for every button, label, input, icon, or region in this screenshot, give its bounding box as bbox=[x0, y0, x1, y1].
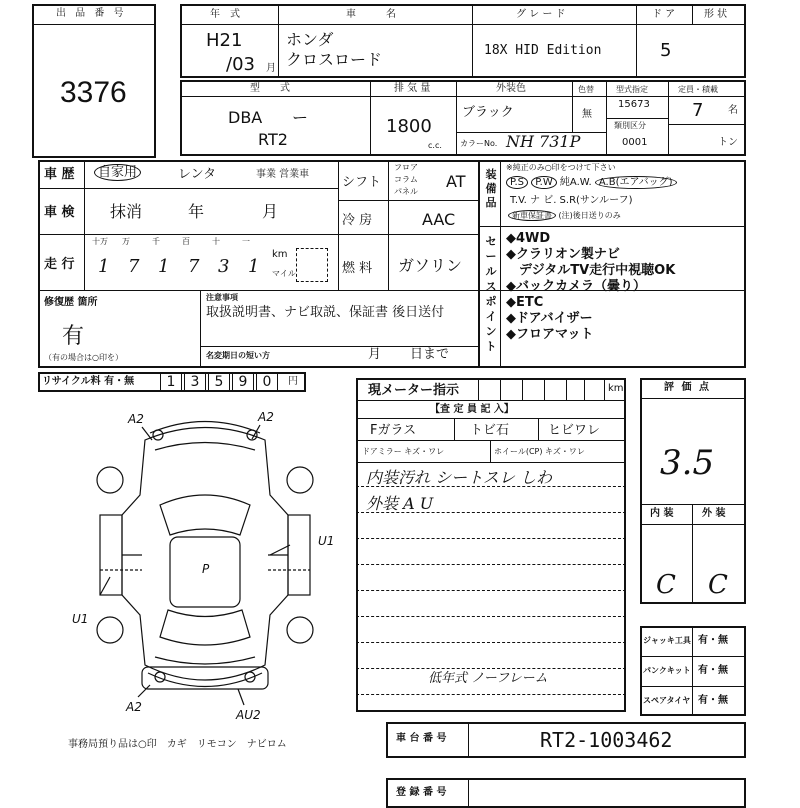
misc-sep bbox=[490, 440, 491, 462]
accessory-spare-value: 有・無 bbox=[698, 695, 728, 706]
interior-label: 内 装 bbox=[650, 508, 674, 519]
mileage-digit: 7 bbox=[128, 256, 140, 277]
history-option-private bbox=[94, 166, 141, 179]
grade-label: グ レ ー ド bbox=[516, 9, 566, 20]
left-side-panel bbox=[100, 515, 122, 595]
name-change-label: 名変期日の短い方 bbox=[206, 351, 270, 360]
spec-sep-2 bbox=[456, 80, 457, 156]
aircon-value: AAC bbox=[422, 210, 456, 229]
recycle-label: リサイクル料 有・無 bbox=[42, 376, 135, 387]
inspector-line bbox=[356, 418, 626, 419]
mileage-digit: 1 bbox=[248, 256, 260, 277]
mileage-unit: 十 bbox=[212, 237, 220, 246]
notes-rule bbox=[356, 564, 626, 565]
score-label-line bbox=[640, 398, 746, 399]
history-option-rental: レンタ bbox=[178, 167, 217, 182]
cc-unit: c.c. bbox=[428, 141, 442, 150]
score-sub-line-2 bbox=[640, 524, 746, 525]
sales-left-sep bbox=[478, 226, 480, 368]
wheel-rear-left bbox=[97, 617, 123, 643]
rear-window bbox=[160, 610, 250, 645]
mileage-digit: 3 bbox=[218, 256, 230, 277]
displacement-label: 排 気 量 bbox=[394, 83, 431, 94]
notes-rule bbox=[356, 590, 626, 591]
capacity-unit: 名 bbox=[728, 105, 738, 116]
spec-sep-1 bbox=[370, 80, 371, 156]
model-designation-value: 15673 bbox=[618, 99, 650, 110]
spec-label-line bbox=[180, 96, 746, 97]
meter-cell bbox=[566, 378, 567, 400]
accessory-line bbox=[640, 656, 746, 657]
recycle-digit: 0 bbox=[256, 372, 278, 392]
notes-rule bbox=[356, 616, 626, 617]
car-body-outline bbox=[122, 428, 288, 681]
equip-ab: A.B(エアバッグ) bbox=[595, 176, 677, 189]
category-value: 0001 bbox=[622, 137, 648, 148]
notes-rule bbox=[356, 668, 626, 669]
history-label: 車 歴 bbox=[44, 167, 75, 182]
mileage-mile-box bbox=[296, 248, 328, 282]
type-dash: ー bbox=[292, 108, 309, 127]
meter-cell bbox=[500, 378, 501, 400]
recycle-digit: 5 bbox=[208, 372, 230, 392]
repair-label: 修復歴 箇所 bbox=[44, 297, 98, 308]
accessory-jack-label: ジャッキ工具 bbox=[643, 636, 691, 645]
wheel-label: ホイール(CP) キズ・ワレ bbox=[494, 447, 585, 456]
repair-sep bbox=[200, 290, 201, 368]
grade-value: 18X HID Edition bbox=[484, 43, 602, 58]
chassis-value: RT2-1003462 bbox=[540, 728, 673, 752]
right-side-panel bbox=[288, 515, 310, 595]
header-sep-4 bbox=[692, 4, 693, 24]
sales-point-item: ◆ドアバイザー bbox=[506, 311, 593, 326]
equipment-line-1 bbox=[506, 178, 677, 188]
color-change-value: 無 bbox=[582, 109, 592, 120]
type-prefix: DBA bbox=[228, 108, 263, 127]
meter-unit: km bbox=[608, 383, 624, 394]
recycle-digit: 9 bbox=[232, 372, 254, 392]
damage-arrow bbox=[142, 427, 152, 440]
damage-arrow bbox=[270, 545, 290, 555]
recycle-digit: 1 bbox=[160, 372, 182, 392]
sales-point-item: ◆4WD bbox=[506, 231, 551, 246]
score-value: 3.5 bbox=[660, 443, 715, 483]
type-code: RT2 bbox=[258, 130, 288, 149]
accessory-kit-label: パンクキット bbox=[643, 666, 691, 675]
damage-mark: A2 bbox=[128, 412, 144, 426]
spec-sep-5 bbox=[668, 80, 669, 156]
mileage-unit: 十万 bbox=[92, 237, 108, 246]
sales-point-item: デジタルTV走行中視聴OK bbox=[506, 263, 676, 278]
spec-ton-line bbox=[668, 124, 746, 125]
meter-line bbox=[356, 400, 626, 401]
score-sub-sep bbox=[692, 504, 693, 604]
name-change-day: 日まで bbox=[410, 347, 450, 362]
year-label: 年 式 bbox=[210, 9, 240, 20]
doors-label: ド ア bbox=[652, 9, 676, 20]
shift-column: コラム bbox=[394, 175, 418, 184]
glass-f: Fガラス bbox=[370, 423, 417, 438]
row-line-shift bbox=[338, 200, 478, 201]
spec-mid-line bbox=[606, 118, 668, 119]
header-sep-1 bbox=[278, 4, 279, 78]
maker-name: ホンダ bbox=[286, 30, 334, 49]
damage-arrow bbox=[100, 577, 110, 595]
notes-rule bbox=[356, 694, 626, 695]
inspector-note-exterior: 外装 A U bbox=[366, 494, 434, 513]
label-col-sep bbox=[84, 160, 85, 290]
mileage-label: 走 行 bbox=[44, 257, 75, 272]
spec-sep-3 bbox=[572, 80, 573, 132]
fuel-label: 燃 料 bbox=[342, 261, 373, 276]
inspector-label: 【査 定 員 記 入】 bbox=[430, 404, 514, 415]
chassis-sep bbox=[468, 722, 469, 758]
shift-floor: フロア bbox=[394, 163, 418, 172]
history-option-private-label: 自家用 bbox=[94, 164, 141, 181]
displacement-value: 1800 bbox=[386, 116, 432, 137]
equip-ps: P.S bbox=[506, 176, 528, 189]
color-value: ブラック bbox=[462, 105, 514, 120]
equip-aw: 純A.W. bbox=[559, 177, 592, 188]
trunk-line bbox=[155, 657, 255, 664]
damage-mark: U1 bbox=[318, 534, 335, 548]
shift-value: AT bbox=[446, 172, 466, 191]
registration-sep bbox=[468, 778, 469, 808]
sales-point-item: ◆ETC bbox=[506, 295, 544, 310]
equipment-note: ※純正のみ○印をつけて下さい bbox=[506, 163, 616, 172]
equipment-label: 装備品 bbox=[485, 168, 497, 209]
mileage-unit: 千 bbox=[152, 237, 160, 246]
recycle-digit: 3 bbox=[184, 372, 206, 392]
capacity-value: 7 bbox=[692, 100, 704, 121]
damage-mark: A2 bbox=[126, 700, 142, 714]
equipment-line-3 bbox=[508, 212, 621, 220]
model-designation-label: 型式指定 bbox=[616, 85, 648, 94]
accessory-line bbox=[640, 686, 746, 687]
sales-point-item: ◆バックカメラ（曇り） bbox=[506, 279, 646, 294]
damage-mark: AU2 bbox=[236, 708, 261, 722]
doors-value: 5 bbox=[660, 40, 672, 61]
year-era: H21 bbox=[206, 30, 243, 51]
exterior-color-label: 外装色 bbox=[496, 83, 526, 94]
damage-arrow bbox=[238, 689, 244, 705]
meter-cell bbox=[478, 378, 479, 400]
glass-line bbox=[356, 440, 626, 441]
shift-label: シフト bbox=[342, 175, 382, 190]
mileage-unit: 一 bbox=[242, 237, 250, 246]
wheel-front-right bbox=[287, 467, 313, 493]
color-change-label: 色替 bbox=[578, 85, 594, 94]
caution-label: 注意事項 bbox=[206, 293, 238, 302]
accessory-spare-label: スペアタイヤ bbox=[643, 696, 691, 705]
lot-label: 出 品 番 号 bbox=[56, 8, 127, 19]
inspection-label: 車 検 bbox=[44, 205, 75, 220]
year-month: /03 bbox=[226, 54, 255, 75]
wheel-rear-right bbox=[287, 617, 313, 643]
inspector-note-frame: 低年式 ノーフレーム bbox=[428, 671, 548, 686]
row-line-history bbox=[38, 188, 338, 189]
model-name: クロスロード bbox=[286, 50, 383, 69]
mileage-digit: 7 bbox=[188, 256, 200, 277]
equipment-line-2: T.V. ナ ビ. S.R(サンルーフ) bbox=[510, 195, 633, 206]
damage-mark: A2 bbox=[258, 410, 274, 424]
history-option-business: 事業 営業車 bbox=[256, 169, 310, 180]
capacity-label: 定員・積載 bbox=[678, 85, 718, 94]
score-label: 評 価 点 bbox=[664, 382, 711, 393]
mid-col-sep bbox=[338, 160, 339, 290]
accessory-kit-value: 有・無 bbox=[698, 665, 728, 676]
meter-cell bbox=[544, 378, 545, 400]
equip-pw: P.W bbox=[531, 176, 557, 189]
ton-unit: トン bbox=[718, 137, 738, 148]
repair-value: 有 bbox=[62, 324, 85, 349]
notes-rule bbox=[356, 642, 626, 643]
registration-label: 登 録 番 号 bbox=[396, 787, 447, 798]
type-label: 型 式 bbox=[250, 83, 290, 94]
meter-cell bbox=[604, 378, 605, 400]
sales-point-item: ◆フロアマット bbox=[506, 327, 594, 342]
inspection-year-unit: 年 bbox=[188, 202, 205, 221]
lot-number: 3376 bbox=[60, 76, 127, 109]
inspection-value: 抹消 bbox=[110, 202, 143, 221]
car-condition-diagram bbox=[60, 405, 350, 725]
mileage-grid bbox=[88, 236, 268, 288]
header-label-line bbox=[180, 24, 746, 25]
equip-warranty-note: (注)後日送りのみ bbox=[558, 211, 621, 220]
glass-chip: トビ石 bbox=[470, 423, 510, 438]
glass-sep-1 bbox=[454, 418, 455, 440]
accessory-sep bbox=[692, 626, 693, 716]
caution-text: 取扱説明書、ナビ取説、保証書 後日送付 bbox=[206, 305, 445, 320]
diagram-footnote: 事務局預り品は○印 カギ リモコン ナビロム bbox=[68, 739, 287, 750]
sales-point-item: ◆クラリオン製ナビ bbox=[506, 247, 620, 262]
fuel-value: ガソリン bbox=[398, 256, 463, 275]
maker-label: 車 名 bbox=[346, 9, 396, 20]
color-no-label: カラーNo. bbox=[460, 139, 498, 148]
name-change-month: 月 bbox=[368, 347, 382, 362]
equip-new-car-warranty: 新車保証書 bbox=[508, 210, 556, 221]
damage-mark: P bbox=[202, 562, 210, 576]
color-no-value: NH 731P bbox=[506, 132, 581, 151]
row-line-inspection bbox=[38, 234, 478, 235]
inspector-note-interior: 内装汚れ シートスレ しわ bbox=[366, 468, 553, 487]
meter-cell bbox=[584, 378, 585, 400]
mileage-unit: 百 bbox=[182, 237, 190, 246]
km-label: km bbox=[272, 249, 288, 260]
inspection-month-unit: 月 bbox=[262, 202, 279, 221]
equipment-label-sep bbox=[500, 160, 501, 368]
equipment-bottom-line bbox=[478, 226, 746, 227]
lot-divider bbox=[32, 24, 156, 25]
exterior-grade: C bbox=[708, 570, 728, 600]
score-sub-line bbox=[640, 504, 746, 505]
glass-crack: ヒビワレ bbox=[548, 423, 601, 438]
repair-note: （有の場合は○印を） bbox=[44, 353, 123, 362]
exterior-label: 外 装 bbox=[702, 508, 726, 519]
header-sep-2 bbox=[472, 4, 473, 78]
glass-sep-2 bbox=[538, 418, 539, 440]
meter-cell bbox=[522, 378, 523, 400]
sales-points-label: セールスポイント bbox=[485, 235, 497, 353]
header-sep-3 bbox=[636, 4, 637, 78]
chassis-label: 車 台 番 号 bbox=[396, 733, 447, 744]
misc-line bbox=[356, 462, 626, 463]
accessory-jack-value: 有・無 bbox=[698, 635, 728, 646]
damage-mark: U1 bbox=[72, 612, 89, 626]
notes-rule bbox=[356, 538, 626, 539]
mile-label: マイル bbox=[272, 269, 296, 278]
body-label: 形 状 bbox=[704, 9, 728, 20]
mileage-digit: 1 bbox=[98, 256, 110, 277]
recycle-unit: 円 bbox=[288, 376, 298, 387]
windshield bbox=[160, 495, 250, 535]
month-unit: 月 bbox=[266, 63, 276, 74]
aircon-label: 冷 房 bbox=[342, 213, 373, 228]
category-label: 類別区分 bbox=[614, 121, 646, 130]
wheel-front-left bbox=[97, 467, 123, 493]
shift-label-sep bbox=[388, 160, 389, 290]
interior-grade: C bbox=[656, 570, 676, 600]
hood-line bbox=[155, 443, 255, 451]
meter-label: 現メーター指示 bbox=[368, 383, 460, 398]
shift-panel: パネル bbox=[394, 187, 418, 196]
mileage-digit: 1 bbox=[158, 256, 170, 277]
mirror-label: ドアミラー キズ・ワレ bbox=[362, 447, 445, 456]
mileage-unit: 万 bbox=[122, 237, 130, 246]
